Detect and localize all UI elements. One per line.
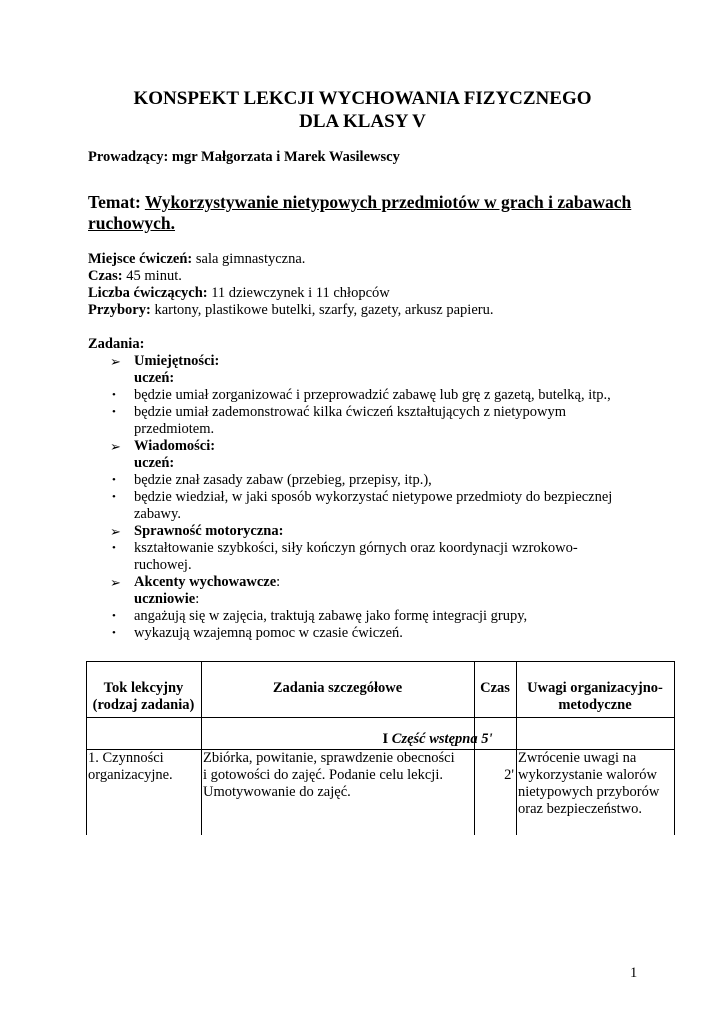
document-title-line2: DLA KLASY V [299, 111, 426, 132]
instructors: Prowadzący: mgr Małgorzata i Marek Wasilewscy [88, 149, 400, 165]
detail-time: Czas: 45 minut. [88, 268, 182, 284]
bullet-icon: • [112, 542, 116, 554]
skills-item2-line1: będzie umiał zademonstrować kilka ćwiczeń kształtujących z nietypowym [134, 404, 567, 420]
table-border [86, 661, 675, 662]
table-border [674, 661, 675, 835]
arrow-icon: ➢ [110, 439, 121, 454]
arrow-icon: ➢ [110, 354, 121, 369]
bullet-icon: • [112, 474, 116, 486]
knowledge-heading: Wiadomości: [134, 438, 216, 454]
row1-time: 2' [504, 767, 514, 783]
knowledge-sub: uczeń: [134, 455, 175, 471]
detail-place: Miejsce ćwiczeń: sala gimnastyczna. [88, 251, 306, 267]
arrow-icon: ➢ [110, 524, 121, 539]
header-lesson-course: Tok lekcyjny (rodzaj zadania) [92, 680, 195, 713]
skills-item1: będzie umiał zorganizować i przeprowadzić zabawę lub grę z gazetą, butelką, itp., [134, 387, 611, 403]
bullet-icon: • [112, 610, 116, 622]
educational-item2: wykazują wzajemną pomoc w czasie ćwiczeń. [134, 625, 403, 641]
bullet-icon: • [112, 389, 116, 401]
header-notes: Uwagi organizacyjno- metodyczne [527, 680, 663, 713]
skills-sub: uczeń: [134, 370, 175, 386]
skills-heading: Umiejętności: [134, 353, 220, 369]
header-time: Czas [480, 680, 510, 696]
bullet-icon: • [112, 491, 116, 503]
topic-text-line1: Wykorzystywanie nietypowych przedmiotów w grach i zabawach [144, 192, 632, 212]
knowledge-item1: będzie znał zasady zabaw (przebieg, przepisy, itp.), [134, 472, 432, 488]
arrow-icon: ➢ [110, 575, 121, 590]
bullet-icon: • [112, 627, 116, 639]
topic-label: Temat: [88, 192, 145, 212]
educational-heading: Akcenty wychowawcze: [134, 574, 281, 590]
bullet-icon: • [112, 406, 116, 418]
knowledge-item2-line2: zabawy. [134, 506, 181, 522]
header-detailed-tasks: Zadania szczegółowe [272, 680, 403, 696]
skills-item2-line2: przedmiotem. [134, 421, 215, 437]
detail-equipment: Przybory: kartony, plastikowe butelki, szarfy, gazety, arkusz papieru. [88, 302, 494, 318]
knowledge-item2-line1: będzie wiedział, w jaki sposób wykorzystać nietypowe przedmioty do bezpiecznej [134, 489, 613, 505]
page-number: 1 [630, 965, 638, 981]
educational-item1: angażują się w zajęcia, traktują zabawę jako formę integracji grupy, [134, 608, 528, 624]
tasks-heading: Zadania: [88, 336, 145, 352]
topic-text-line2: ruchowych. [88, 213, 176, 233]
educational-sub: uczniowie: [134, 591, 200, 607]
detail-participants: Liczba ćwiczących: 11 dziewczynek i 11 chłopców [88, 285, 390, 301]
lesson-topic [88, 192, 648, 234]
row1-tasks: Zbiórka, powitanie, sprawdzenie obecności i gotowości do zajęć. Podanie celu lekcji. Umotywowanie do zajęć. [203, 750, 455, 800]
motor-item1-line1: kształtowanie szybkości, siły kończyn górnych oraz koordynacji wzrokowo- [134, 540, 578, 556]
document-title-line1: KONSPEKT LEKCJI WYCHOWANIA FIZYCZNEGO [133, 88, 592, 109]
motor-item1-line2: ruchowej. [134, 557, 192, 573]
section-title: I Część wstępna 5' [382, 731, 493, 747]
lesson-table [86, 661, 675, 835]
table-border [86, 717, 675, 718]
motor-heading: Sprawność motoryczna: [134, 523, 284, 539]
row1-notes: Zwrócenie uwagi na wykorzystanie walorów nietypowych przyborów oraz bezpieczeństwo. [518, 750, 660, 817]
row1-lesson-course: 1. Czynności organizacyjne. [88, 750, 173, 783]
